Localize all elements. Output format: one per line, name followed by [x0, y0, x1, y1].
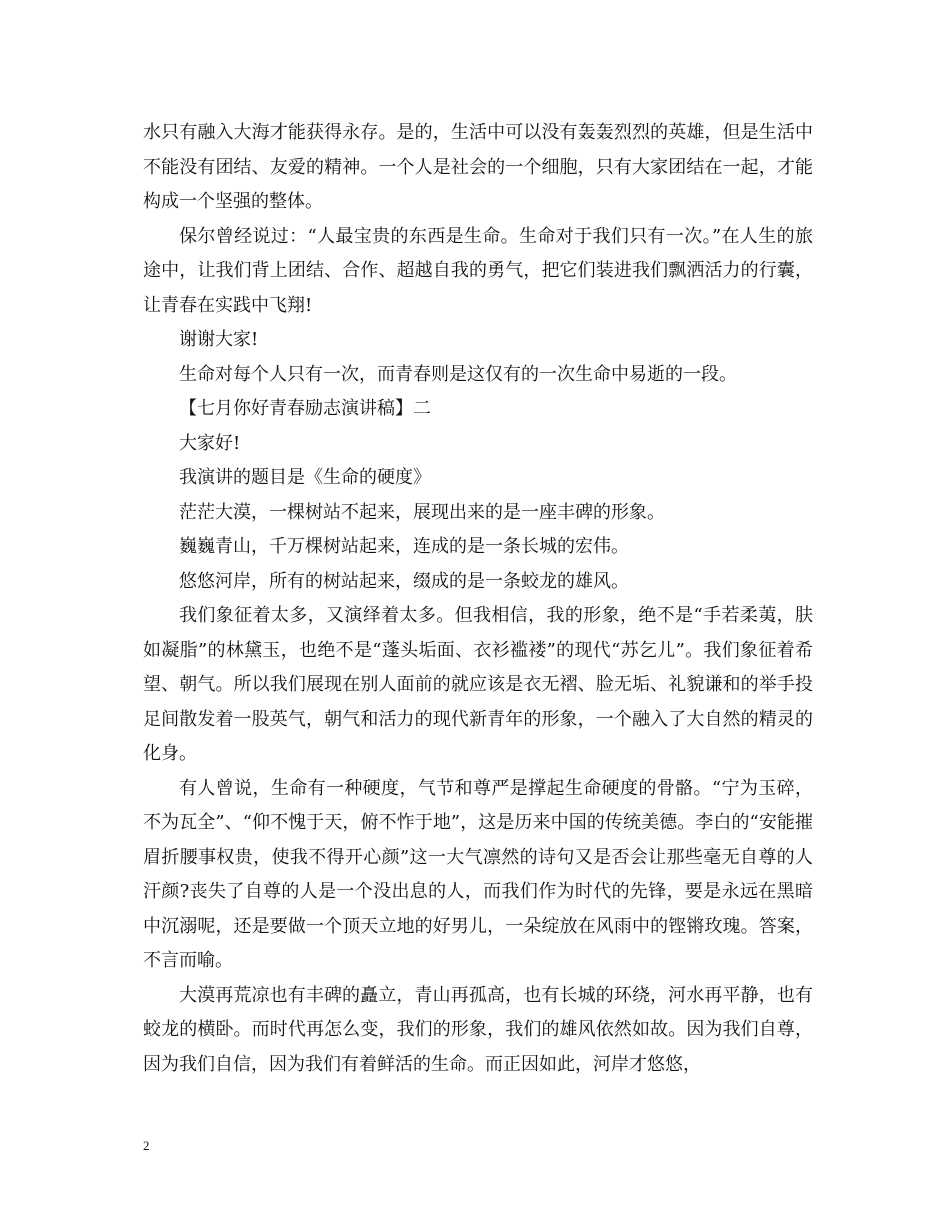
paragraph: 巍巍青山，千万棵树站起来，连成的是一条长城的宏伟。	[179, 536, 629, 557]
paragraph: 我们象征着太多，又演绎着太多。但我相信，我的形象，绝不是“手若柔荑，肤如凝脂”的林黛玉，也绝不是“蓬头垢面、衣衫褴褛”的现代“苏乞儿”。我们象征着希望、朝气。所以我们展现在别人面前的就应该是衣无褶、脸无垢、礼貌谦和的举手投足间散发着一股英气，朝气和活力的现代新青年的形象，一个融入了大自然的精灵的化身。	[143, 605, 813, 764]
paragraph: 保尔曾经说过：“人最宝贵的东西是生命。生命对于我们只有一次。”在人生的旅途中，让我们背上团结、合作、超越自我的勇气，把它们装进我们飘洒活力的行囊，让青春在实践中飞翔!	[143, 225, 813, 316]
paragraph: 大家好!	[179, 432, 241, 454]
body-text	[143, 116, 813, 1082]
paragraph: 悠悠河岸，所有的树站起来，缀成的是一条蛟龙的雄风。	[179, 570, 629, 592]
paragraph: 生命对每个人只有一次，而青春则是这仅有的一次生命中易逝的一段。	[179, 363, 737, 385]
paragraph: 我演讲的题目是《生命的硬度》	[179, 467, 431, 488]
section-heading: 【七月你好青春励志演讲稿】二	[179, 398, 431, 419]
paragraph: 有人曾说，生命有一种硬度，气节和尊严是撑起生命硬度的骨骼。“宁为玉碎，不为瓦全”、“仰不愧于天，俯不怍于地”，这是历来中国的传统美德。李白的“安能摧眉折腰事权贵，使我不得开心颜”这一大气凛然的诗句又是否会让那些毫无自尊的人汗颜?丧失了自尊的人是一个没出息的人，而我们作为时代的先锋，要是永远在黑暗中沉溺呢，还是要做一个顶天立地的好男儿，一朵绽放在风雨中的铿锵玫瑰。答案，不言而喻。	[143, 777, 813, 971]
paragraph: 茫茫大漠，一棵树站不起来，展现出来的是一座丰碑的形象。	[179, 501, 665, 523]
paragraph: 大漠再荒凉也有丰碑的矗立，青山再孤高，也有长城的环绕，河水再平静，也有蛟龙的横卧。而时代再怎么变，我们的形象，我们的雄风依然如故。因为我们自尊，因为我们自信，因为我们有着鲜活的生命。而正因如此，河岸才悠悠，	[143, 984, 813, 1075]
page-number: 2	[143, 1138, 150, 1153]
paragraph: 谢谢大家!	[179, 329, 259, 350]
paragraph: 水只有融入大海才能获得永存。是的，生活中可以没有轰轰烈烈的英雄，但是生活中不能没有团结、友爱的精神。一个人是社会的一个细胞，只有大家团结在一起，才能构成一个坚强的整体。	[143, 122, 813, 212]
